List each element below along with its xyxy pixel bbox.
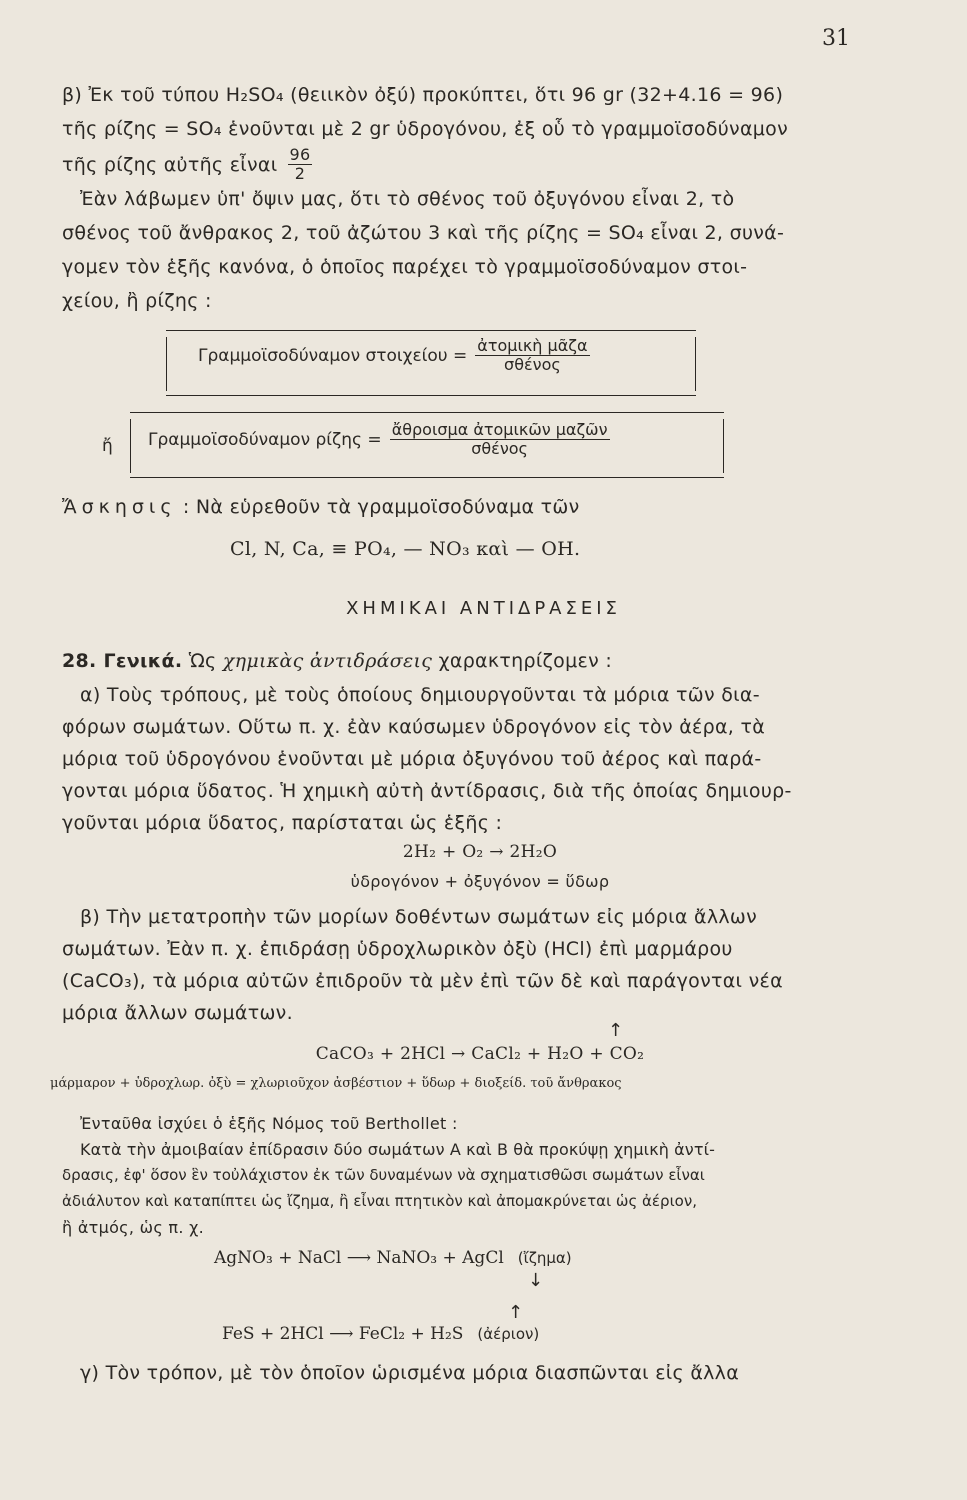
equation: FeS + 2HCl ⟶ FeCl₂ + H₂S bbox=[222, 1324, 464, 1344]
box-border bbox=[695, 337, 696, 391]
formula-element bbox=[198, 337, 590, 374]
section-intro-line bbox=[62, 650, 862, 672]
exercise-title: Ἄσκησις bbox=[62, 496, 177, 518]
text-line: φόρων σωμάτων. Οὕτω π. χ. ἐὰν καύσωμεν ὑδρογόνον εἰς τὸν ἀέρα, τὰ bbox=[62, 716, 766, 738]
exercise-text: : Νὰ εὑρεθοῦν τὰ γραμμοϊσοδύναμα τῶν bbox=[182, 496, 580, 518]
fraction-numerator: ἄθροισμα ἀτομικῶν μαζῶν bbox=[391, 420, 608, 439]
text-line: β) Ἐκ τοῦ τύπου H₂SO₄ (θειικὸν ὀξύ) προκύπτει, ὅτι 96 gr (32+4.16 = 96) bbox=[62, 84, 784, 106]
equation: 2H₂ + O₂ → 2H₂O bbox=[402, 842, 558, 862]
text-line: μόρια τοῦ ὑδρογόνου ἑνοῦνται μὲ μόρια ὀξυγόνου τοῦ ἀέρος καὶ παρά- bbox=[62, 748, 762, 770]
equation-words: ὑδρογόνον + ὀξυγόνον = ὕδωρ bbox=[350, 872, 610, 891]
text-line: α) Τοὺς τρόπους, μὲ τοὺς ὁποίους δημιουργοῦνται τὰ μόρια τῶν δια- bbox=[80, 684, 760, 706]
law-text-line: ἢ ἀτμός, ὡς π. χ. bbox=[62, 1218, 205, 1237]
equation: CaCO₃ + 2HCl → CaCl₂ + H₂O + CO₂ bbox=[315, 1044, 645, 1064]
fraction-denominator: σθένος bbox=[471, 439, 528, 458]
section-heading: ΧΗΜΙΚΑΙ ΑΝΤΙΔΡΑΣΕΙΣ bbox=[346, 598, 621, 619]
page-number: 31 bbox=[822, 26, 850, 51]
section-number: 28. Γενικά. bbox=[62, 650, 183, 672]
fraction-numerator: ἀτομικὴ μᾶζα bbox=[477, 336, 588, 355]
formula-box-root bbox=[130, 412, 724, 478]
law-text-line: Κατὰ τὴν ἀμοιβαίαν ἐπίδρασιν δύο σωμάτων Α καὶ Β θὰ προκύψῃ χημικὴ ἀντί- bbox=[80, 1140, 715, 1159]
text-line: γονται μόρια ὕδατος. Ἡ χημικὴ αὐτὴ ἀντίδρασις, διὰ τῆς ὁποίας δημιουρ- bbox=[62, 780, 792, 802]
text-line: Ἐὰν λάβωμεν ὑπ' ὄψιν μας, ὅτι τὸ σθένος τοῦ ὀξυγόνου εἶναι 2, τὸ bbox=[80, 188, 735, 210]
text-line: χείου, ἢ ρίζης : bbox=[62, 290, 212, 312]
text-fragment: τῆς ρίζης αὐτῆς εἶναι bbox=[62, 153, 278, 176]
equation-line bbox=[214, 1248, 572, 1268]
exercise-items: Cl, N, Ca, ≡ PO₄, — NO₃ καὶ — OH. bbox=[230, 538, 581, 560]
formula-prefix bbox=[102, 436, 113, 456]
formula-label: Γραμμοϊσοδύναμον ρίζης = bbox=[148, 429, 382, 450]
fraction bbox=[390, 421, 610, 458]
formula-box-element bbox=[166, 330, 696, 396]
fraction-denominator: σθένος bbox=[504, 355, 561, 374]
box-border bbox=[130, 419, 131, 473]
text-line: σθένος τοῦ ἄνθρακος 2, τοῦ ἀζώτου 3 καὶ τῆς ρίζης = SO₄ εἶναι 2, συνά- bbox=[62, 222, 785, 244]
law-text-line: δρασις, ἐφ' ὅσον ἓν τοὐλάχιστον ἐκ τῶν δυναμένων νὰ σχηματισθῶσι σωμάτων εἶναι bbox=[62, 1166, 705, 1184]
equation-note: (ἴζημα) bbox=[517, 1249, 572, 1267]
formula-root bbox=[148, 421, 610, 458]
defined-term: χημικὰς ἀντιδράσεις bbox=[222, 650, 433, 672]
exercise-line bbox=[62, 496, 862, 518]
equation-line bbox=[222, 1324, 539, 1344]
equation: AgNO₃ + NaCl ⟶ NaNO₃ + AgCl bbox=[214, 1248, 504, 1268]
gas-arrow-icon: ↑ bbox=[508, 1302, 524, 1323]
formula-label: Γραμμοϊσοδύναμον στοιχείου = bbox=[198, 345, 468, 366]
fraction bbox=[288, 146, 313, 183]
fraction bbox=[475, 337, 589, 374]
text-fragment: χαρακτηρίζομεν : bbox=[438, 650, 613, 672]
equation-words: μάρμαρον + ὑδροχλωρ. ὀξὺ = χλωριοῦχον ἀσβέστιον + ὕδωρ + διοξείδ. τοῦ ἄνθρακος bbox=[50, 1076, 622, 1091]
equation-note: (ἀέριον) bbox=[477, 1325, 540, 1343]
text-line: Ἐνταῦθα ἰσχύει ὁ ἑξῆς Νόμος τοῦ Berthollet : bbox=[80, 1114, 458, 1133]
formula-prefix-text: ἤ bbox=[102, 436, 113, 456]
text-line bbox=[62, 146, 862, 183]
box-border bbox=[723, 419, 724, 473]
text-line: (CaCO₃), τὰ μόρια αὐτῶν ἐπιδροῦν τὰ μὲν ἐπὶ τῶν δὲ καὶ παράγονται νέα bbox=[62, 970, 783, 992]
precipitate-arrow-icon: ↓ bbox=[528, 1270, 544, 1291]
text-line: μόρια ἄλλων σωμάτων. bbox=[62, 1002, 293, 1024]
text-line: τῆς ρίζης = SO₄ ἑνοῦνται μὲ 2 gr ὑδρογόνου, ἐξ οὗ τὸ γραμμοϊσοδύναμον bbox=[62, 118, 788, 140]
fraction-numerator: 96 bbox=[289, 145, 311, 164]
text-fragment: Ὡς bbox=[188, 650, 217, 672]
law-text-line: ἀδιάλυτον καὶ καταπίπτει ὡς ἴζημα, ἢ εἶναι πτητικὸν καὶ ἀπομακρύνεται ὡς ἀέριον, bbox=[62, 1192, 697, 1210]
text-line: γ) Τὸν τρόπον, μὲ τὸν ὁποῖον ὡρισμένα μόρια διασπῶνται εἰς ἄλλα bbox=[80, 1362, 740, 1384]
fraction-denominator: 2 bbox=[294, 164, 306, 183]
text-line: σωμάτων. Ἐὰν π. χ. ἐπιδράσῃ ὑδροχλωρικὸν ὀξὺ (HCl) ἐπὶ μαρμάρου bbox=[62, 938, 733, 960]
box-border bbox=[166, 337, 167, 391]
gas-arrow-icon: ↑ bbox=[608, 1020, 624, 1041]
text-line: γομεν τὸν ἑξῆς κανόνα, ὁ ὁποῖος παρέχει τὸ γραμμοϊσοδύναμον στοι- bbox=[62, 256, 748, 278]
text-line: β) Τὴν μετατροπὴν τῶν μορίων δοθέντων σωμάτων εἰς μόρια ἄλλων bbox=[80, 906, 758, 928]
text-line: γοῦνται μόρια ὕδατος, παρίσταται ὡς ἑξῆς : bbox=[62, 812, 503, 834]
